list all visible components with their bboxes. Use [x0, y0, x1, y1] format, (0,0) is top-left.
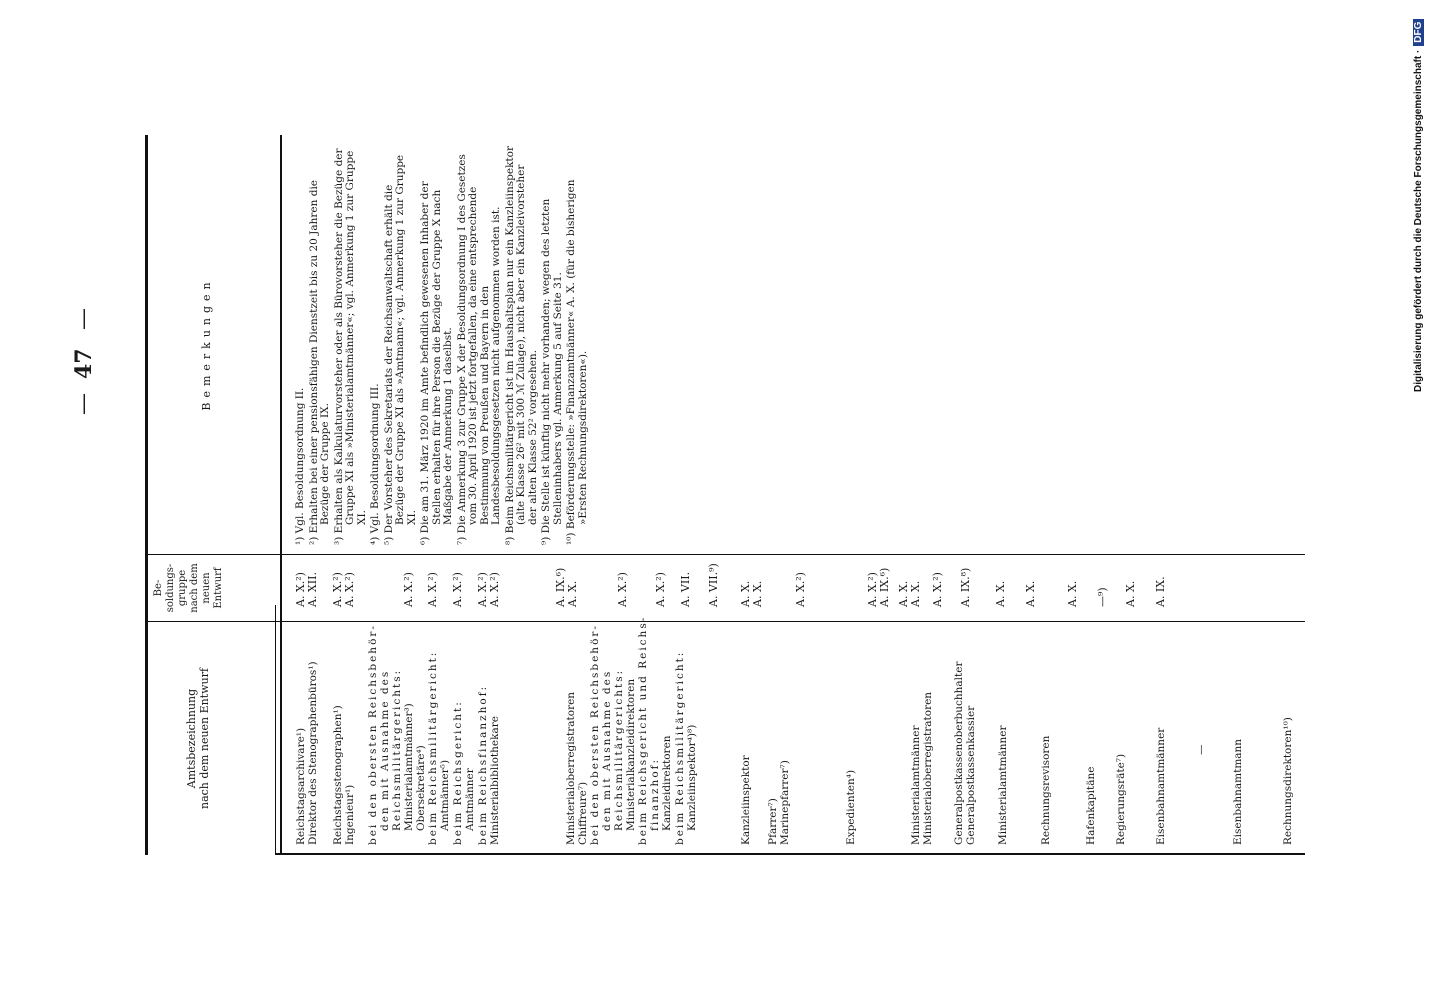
row-name: beim Reichsgericht: Amtmänner	[452, 700, 476, 845]
top-rule	[145, 135, 148, 855]
row-group: A. VII.	[679, 571, 692, 607]
digitization-credit: Digitalisierung gefördert durch die Deutsche Forschungsgemeinschaft ·DFG	[1413, 19, 1424, 392]
row-name: Eisenbahnamtmänner	[1155, 727, 1167, 845]
row-group: A. X.²)	[616, 572, 629, 607]
page-dash-right: —	[71, 308, 96, 330]
row-group: A. X.	[1024, 580, 1037, 607]
header-bottom-rule	[280, 135, 282, 855]
row-name: Pfarrer⁷) Marinepfarrer⁷)	[767, 760, 791, 845]
row-name: beim Reichsmilitärgericht: Amtmänner⁵)	[427, 650, 451, 845]
remark-10: ¹⁰) Beförderungsstelle: »Finanzamtmänner« A. X. (für die bisherigen »Ersten Rechnungsdirektoren«).	[565, 179, 589, 545]
dfg-logo: DFG	[1413, 19, 1424, 46]
row-name: Rechnungsdirektoren¹⁰)	[1282, 717, 1294, 845]
row-name: Eisenbahnamtmann	[1232, 738, 1244, 845]
row-group: —⁹)	[1096, 587, 1109, 607]
row-name: Reichstagsstenographen¹) Ingenieur¹)	[332, 705, 356, 845]
group-remarks-divider	[145, 554, 1305, 555]
row-name: bei den obersten Reichsbehör- den mit Ausnahme des Reichsmilitärgerichts: Ministerialkanzleidirektoren	[589, 624, 637, 845]
page-left-rule	[275, 853, 1305, 855]
remark-3: ³) Erhalten als Kalkulaturvorsteher oder als Bürovorsteher die Bezüge der Gruppe XI als »Ministerialamtmänner«; vgl. Anmerkung 1 zur Gruppe XI.	[332, 148, 368, 545]
remark-6: ⁶) Die am 31. März 1920 im Amte befindlich gewesenen Inhaber der Stellen erhalten für ihre Person die Bezüge der Gruppe X nach Maßgabe der Anmerkung 1 daselbst.	[419, 181, 454, 545]
remark-5: ⁵) Der Vorsteher des Sekretariats der Reichsanwaltschaft erhält die Bezüge der Gruppe XI als »Amtmann«; vgl. Anmerkung 1 zur Gruppe XI.	[382, 154, 418, 545]
row-name: Rechnungsrevisoren	[1040, 735, 1052, 845]
row-group: A. X.²) A. X.²)	[331, 572, 356, 607]
row-name: bei den obersten Reichsbehör- den mit Ausnahme des Reichsmilitärgerichts: Ministerialamtmänner³) Obersekretäre⁴)	[367, 624, 427, 845]
group-column-header: Be- soldungs- gruppe nach dem neuen Entwurf	[153, 563, 224, 613]
row-group: A. X.²) A. XII.	[294, 572, 319, 607]
row-group: A. X. A. X.	[739, 580, 764, 607]
row-group: A. X.	[994, 580, 1007, 607]
row-group: A. X.²)	[426, 572, 439, 607]
row-group: A. X.	[1124, 580, 1137, 607]
page-number: 47	[71, 348, 97, 379]
remarks-list	[295, 145, 591, 545]
row-name: beim Reichsfinanzhof: Ministerialbibliothekare	[477, 684, 501, 845]
remarks-column-header: Bemerkungen	[200, 277, 213, 411]
row-name: Regierungsräte⁷)	[1115, 753, 1127, 845]
row-group: A. X.²)	[402, 572, 415, 607]
row-name: Hafenkapitäne	[1085, 766, 1097, 845]
row-name: Ministerialamtmänner	[997, 725, 1009, 845]
name-group-divider	[145, 621, 1305, 622]
name-column-header: Amtsbezeichnung nach dem neuen Entwurf	[185, 668, 211, 809]
row-name: Reichstagsarchivare¹) Direktor des Stenographenbüros¹)	[295, 661, 319, 845]
remark-2: ²) Erhalten bei einer pensionsfähigen Dienstzeit bis zu 20 Jahren die Bezüge der Gruppe IX.	[307, 179, 331, 545]
row-group: A. X.²)	[451, 572, 464, 607]
remark-9: ⁹) Die Stelle ist künftig nicht mehr vorhanden; wegen des letzten Stelleninhabers vgl. Anmerkung 5 auf Seite 31.	[540, 198, 564, 545]
page-dash-left: —	[71, 393, 96, 415]
row-group: A. X.²)	[794, 572, 807, 607]
row-group: A. VII.⁹)	[707, 563, 720, 607]
row-name: —	[1195, 744, 1207, 755]
row-group: A. X.²)	[654, 572, 667, 607]
row-name: Kanzleiinspektor	[740, 755, 752, 845]
remark-1: ¹) Vgl. Besoldungsordnung II.	[294, 387, 306, 545]
rotated-table-page	[71, 135, 1315, 855]
remark-4: ⁴) Vgl. Besoldungsordnung III.	[369, 383, 381, 545]
row-group: A. IX.	[1154, 576, 1167, 607]
row-group: A. IX.⁶) A. X.	[554, 567, 579, 607]
row-name: beim Reichsmilitärgericht: Kanzleiinspektor⁴)⁸)	[674, 650, 698, 845]
row-group: A. X.²)	[931, 572, 944, 607]
row-name: beim Reichsgericht und Reichs- finanzhof: Kanzleidirektoren	[637, 615, 673, 845]
remark-7: ⁷) Die Anmerkung 3 zur Gruppe X der Besoldungsordnung I des Gesetzes vom 30. April 1920 ist jetzt fortgefallen, da eine entsprechende Bestimmung von Preußen und Bayern in den Landesbesoldungsgesetzen nicht aufgenommen worden ist.	[455, 154, 502, 545]
row-name: Expedienten⁴)	[845, 769, 857, 845]
row-name: Ministerialoberregistratoren Chiffreure⁷)	[565, 691, 589, 845]
row-group: A. X. A. X.	[897, 580, 922, 607]
row-group: A. X.²) A. IX.⁶)	[866, 567, 891, 607]
row-name: Ministerialamtmänner Ministerialoberregistratoren	[910, 691, 934, 845]
row-name: Generalpostkassenoberbuchhalter Generalpostkassenkassier	[953, 661, 977, 845]
row-group: A. IX.⁸)	[959, 567, 972, 607]
remark-8: ⁸) Beim Reichsmilitärgericht ist im Haushaltsplan nur ein Kanzleiinspektor (alte Klasse 26² mit 300 ℳ Zulage), nicht aber ein Kanzleivorsteher der alten Klasse 52² vorgesehen.	[503, 146, 539, 545]
row-group: A. X.	[1066, 580, 1079, 607]
header-rule-1	[275, 605, 276, 855]
row-group: A. X.²) A. X.²)	[476, 572, 501, 607]
